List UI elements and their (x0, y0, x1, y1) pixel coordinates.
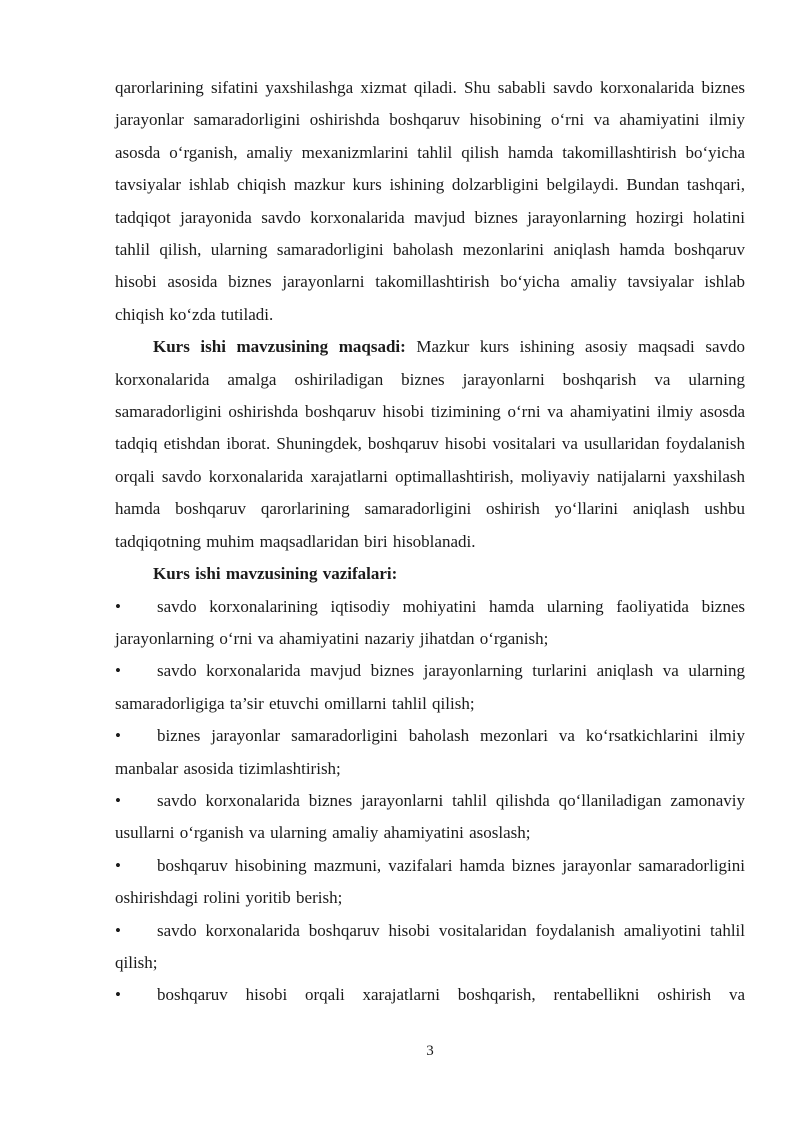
tasks-heading: Kurs ishi mavzusining vazifalari: (153, 564, 398, 584)
bullet-icon: • (115, 726, 121, 746)
bullet-text: savdo korxonalarining iqtisodiy mohiyatini hamda ularning faoliyatida biznes jarayonlarning o‘rni va ahamiyatini nazariy jihatdan o‘rganish; (115, 596, 745, 648)
bullet-icon: • (115, 661, 121, 681)
bullet-text: savdo korxonalarida boshqaruv hisobi vositalaridan foydalanish amaliyotini tahlil qilish; (115, 920, 745, 972)
bullet-item-2 (115, 655, 745, 720)
bullet-icon: • (115, 596, 121, 616)
bullet-icon: • (115, 985, 121, 1005)
page-number: 3 (426, 1043, 434, 1059)
bullet-item-1 (115, 591, 745, 656)
bullet-item-6 (115, 915, 745, 980)
bullet-icon: • (115, 920, 121, 940)
bullet-item-4 (115, 785, 745, 850)
bullet-text: boshqaruv hisobi orqali xarajatlarni boshqarish, rentabellikni oshirish va (156, 985, 745, 1005)
text-column (115, 72, 745, 1012)
bullet-text: savdo korxonalarida mavjud biznes jarayonlarning turlarini aniqlash va ularning samaradorligiga ta’sir etuvchi omillarni tahlil qilish; (115, 661, 745, 713)
purpose-text: Mazkur kurs ishining asosiy maqsadi savdo korxonalarida amalga oshiriladigan biznes jarayonlarni boshqarish va ularning samaradorligini oshirishda boshqaruv hisobi tizimining o‘rni va ahamiyatini ilmiy asosda tadqiq etishdan iborat. Shuningdek, boshqaruv hisobi vositalari va usullaridan foydalanish orqali savdo korxonalarida xarajatlarni optimallashtirish, moliyaviy natijalarni yaxshilash hamda boshqaruv qarorlarining samaradorligini oshirish yo‘llarini aniqlash ushbu tadqiqotning muhim maqsadlaridan biri hisoblanadi. (115, 337, 745, 551)
purpose-label: Kurs ishi mavzusining maqsadi: (153, 337, 406, 357)
bullet-text: savdo korxonalarida biznes jarayonlarni tahlil qilishda qo‘llaniladigan zamonaviy usullarni o‘rganish va ularning amaliy ahamiyatini asoslash; (115, 790, 745, 843)
intro-paragraph: qarorlarining sifatini yaxshilashga xizmat qiladi. Shu sababli savdo korxonalarida biznes jarayonlar samaradorligini oshirishda boshqaruv hisobining o‘rni va ahamiyatini ilmiy asosda o‘rganish, amaliy mexanizmlarini tahlil qilish hamda takomillashtirish bo‘yicha tavsiyalar ishlab chiqish mazkur kurs ishining dolzarbligini belgilaydi. Bundan tashqari, tadqiqot jarayonida savdo korxonalarida mavjud biznes jarayonlarning hozirgi holatini tahlil qilish, ularning samaradorligini baholash mezonlarini aniqlash hamda boshqaruv hisobi asosida biznes jarayonlarni takomillashtirish bo‘yicha amaliy tavsiyalar ishlab chiqish ko‘zda tutiladi. (115, 78, 745, 324)
bullet-item-7 (115, 979, 745, 1011)
bullet-item-5 (115, 850, 745, 915)
purpose-paragraph (115, 331, 745, 558)
bullet-icon: • (115, 855, 121, 875)
bullet-text: biznes jarayonlar samaradorligini baholash mezonlari va ko‘rsatkichlarini ilmiy manbalar asosida tizimlashtirish; (115, 726, 745, 778)
bullet-icon: • (115, 790, 121, 810)
bullet-item-3 (115, 720, 745, 785)
bullet-text: boshqaruv hisobining mazmuni, vazifalari hamda biznes jarayonlar samaradorligini oshirishdagi rolini yoritib berish; (115, 855, 745, 908)
